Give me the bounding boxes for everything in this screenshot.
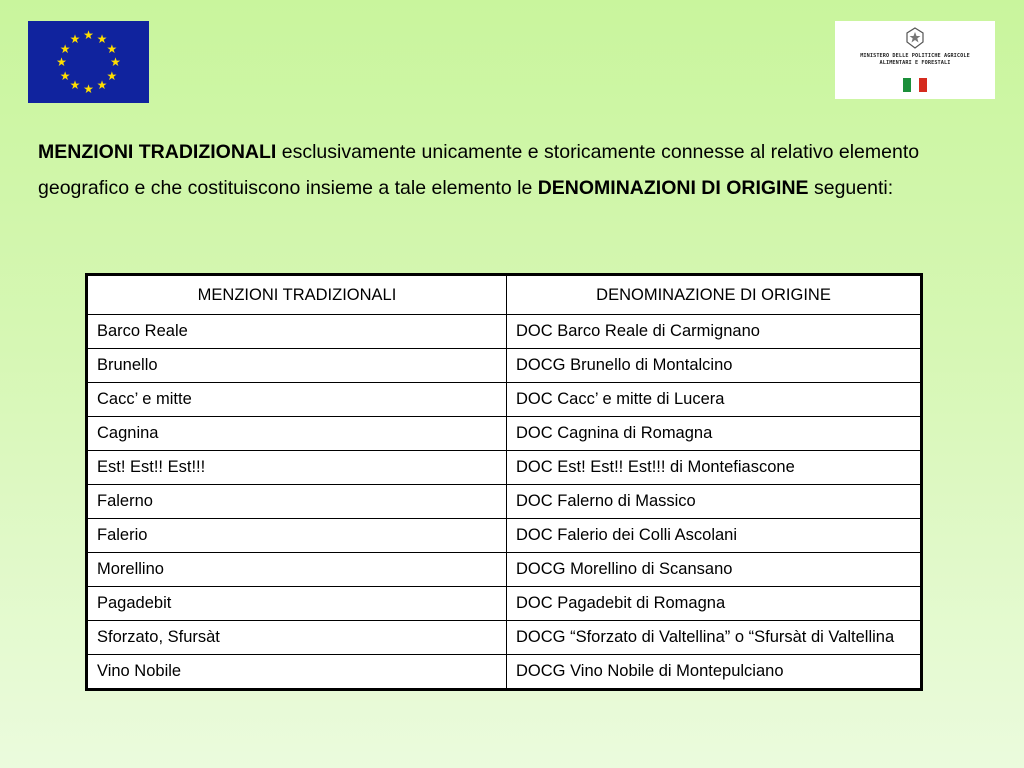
- eu-star-icon: ★: [59, 68, 71, 83]
- table-row: [87, 451, 922, 485]
- table-row: [87, 553, 922, 587]
- eu-star-icon: ★: [110, 55, 121, 69]
- eu-star-icon: ★: [69, 78, 81, 93]
- eu-star-icon: ★: [83, 28, 94, 42]
- denominazione-cell: DOC Pagadebit di Romagna: [507, 587, 922, 621]
- menzione-cell: Pagadebit: [87, 587, 507, 621]
- table-row: [87, 417, 922, 451]
- menzione-cell: Barco Reale: [87, 315, 507, 349]
- italian-flag-icon: [903, 78, 927, 92]
- menzione-cell: Morellino: [87, 553, 507, 587]
- flag-white-stripe: [911, 78, 919, 92]
- eu-star-icon: ★: [106, 68, 118, 83]
- eu-star-icon: ★: [96, 78, 108, 93]
- eu-star-icon: ★: [106, 41, 118, 56]
- eu-star-icon: ★: [69, 31, 81, 46]
- denominazione-cell: DOC Barco Reale di Carmignano: [507, 315, 922, 349]
- ministry-name-line2: ALIMENTARI E FORESTALI: [879, 59, 951, 66]
- denominazione-cell: DOCG “Sforzato di Valtellina” o “Sfursàt di Valtellina: [507, 621, 922, 655]
- eu-star-icon: ★: [96, 31, 108, 46]
- header-denominazione: DENOMINAZIONE DI ORIGINE: [507, 275, 922, 315]
- denominazione-cell: DOC Falerno di Massico: [507, 485, 922, 519]
- denominazione-cell: DOC Falerio dei Colli Ascolani: [507, 519, 922, 553]
- intro-bold-menzioni: MENZIONI TRADIZIONALI: [38, 141, 277, 163]
- denominazione-cell: DOC Cagnina di Romagna: [507, 417, 922, 451]
- intro-text-2: seguenti:: [808, 177, 894, 199]
- table-row: [87, 519, 922, 553]
- intro-paragraph: [38, 134, 988, 206]
- menzione-cell: Cagnina: [87, 417, 507, 451]
- intro-bold-denominazioni: DENOMINAZIONI DI ORIGINE: [537, 177, 809, 199]
- table-body: [87, 315, 922, 690]
- table-row: [87, 655, 922, 690]
- menzione-cell: Falerio: [87, 519, 507, 553]
- table-row: [87, 485, 922, 519]
- italian-emblem-icon: [905, 27, 925, 49]
- eu-flag-logo: [28, 21, 149, 103]
- flag-red-stripe: [919, 78, 927, 92]
- ministry-name: [835, 53, 995, 66]
- menzione-cell: Sforzato, Sfursàt: [87, 621, 507, 655]
- eu-star-icon: ★: [56, 55, 67, 69]
- ministry-name-line1: MINISTERO DELLE POLITICHE AGRICOLE: [860, 53, 970, 59]
- ministry-logo: [835, 21, 995, 99]
- denominazione-cell: DOCG Morellino di Scansano: [507, 553, 922, 587]
- table-row: [87, 587, 922, 621]
- header-menzioni: MENZIONI TRADIZIONALI: [87, 275, 507, 315]
- menzione-cell: Vino Nobile: [87, 655, 507, 690]
- table-row: [87, 315, 922, 349]
- denominations-table: [85, 273, 923, 691]
- table-row: [87, 383, 922, 417]
- menzione-cell: Est! Est!! Est!!!: [87, 451, 507, 485]
- denominazione-cell: DOC Est! Est!! Est!!! di Montefiascone: [507, 451, 922, 485]
- denominazione-cell: DOC Cacc’ e mitte di Lucera: [507, 383, 922, 417]
- table-row: [87, 621, 922, 655]
- eu-star-icon: ★: [83, 82, 94, 96]
- table-header-row: [87, 275, 922, 315]
- table-row: [87, 349, 922, 383]
- menzione-cell: Cacc’ e mitte: [87, 383, 507, 417]
- denominazione-cell: DOCG Brunello di Montalcino: [507, 349, 922, 383]
- denominazione-cell: DOCG Vino Nobile di Montepulciano: [507, 655, 922, 690]
- flag-green-stripe: [903, 78, 911, 92]
- menzione-cell: Falerno: [87, 485, 507, 519]
- eu-star-icon: ★: [59, 41, 71, 56]
- intro-text-1: esclusivamente unicamente e storicamente connesse al relativo elemento geografico e che costituiscono insieme a tale elemento le: [38, 141, 920, 199]
- menzione-cell: Brunello: [87, 349, 507, 383]
